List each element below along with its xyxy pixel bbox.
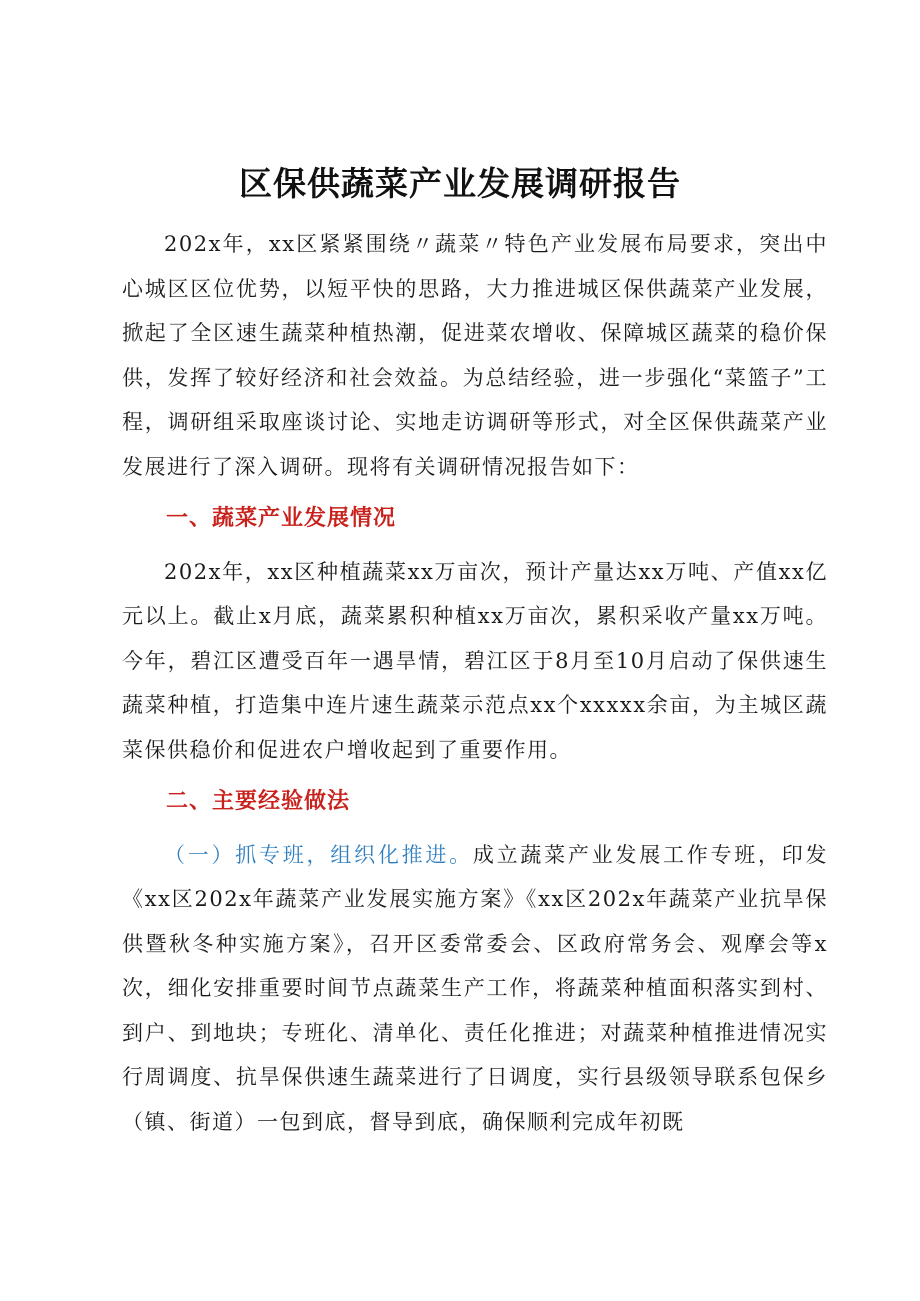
intro-paragraph: 202x年，xx区紧紧围绕〃蔬菜〃特色产业发展布局要求，突出中心城区区位优势，以短平快的思路，大力推进城区保供蔬菜产业发展，掀起了全区速生蔬菜种植热潮，促进菜农增收、保障城区蔬菜的稳价保供，发挥了较好经济和社会效益。为总结经验，进一步强化“菜篮子”工程，调研组采取座谈讨论、实地走访调研等形式，对全区保供蔬菜产业发展进行了深入调研。现将有关调研情况报告如下： [122, 232, 828, 479]
section1-paragraph: 202x年，xx区种植蔬菜xx万亩次，预计产量达xx万吨、产值xx亿元以上。截止x月底，蔬菜累积种植xx万亩次，累积采收产量xx万吨。今年，碧江区遭受百年一遇旱情，碧江区于8月至10月启动了保供速生蔬菜种植，打造集中连片速生蔬菜示范点xx个xxxxx余亩，为主城区蔬菜保供稳价和促进农户增收起到了重要作用。 [122, 559, 828, 762]
document-body [122, 222, 828, 1144]
section-heading-1: 一、蔬菜产业发展情况 [166, 506, 397, 531]
section2-item1-body: 成立蔬菜产业发展工作专班，印发《xx区202x年蔬菜产业发展实施方案》《xx区202x年蔬菜产业抗旱保供暨秋冬种实施方案》，召开区委常委会、区政府常务会、观摩会等x次，细化安排重要时间节点蔬菜生产工作，将蔬菜种植面积落实到村、到户、到地块；专班化、清单化、责任化推进；对蔬菜种植推进情况实行周调度、抗旱保供速生蔬菜进行了日调度，实行县级领导联系包保乡（镇、街道）一包到底，督导到底，确保顺利完成年初既 [122, 842, 829, 1134]
section2-item1-lead: （一）抓专班，组织化推进。 [164, 842, 473, 867]
document-title: 区保供蔬菜产业发展调研报告 [239, 164, 681, 203]
section2-item1-paragraph [122, 833, 828, 1145]
section-heading-2: 二、主要经验做法 [166, 789, 351, 814]
